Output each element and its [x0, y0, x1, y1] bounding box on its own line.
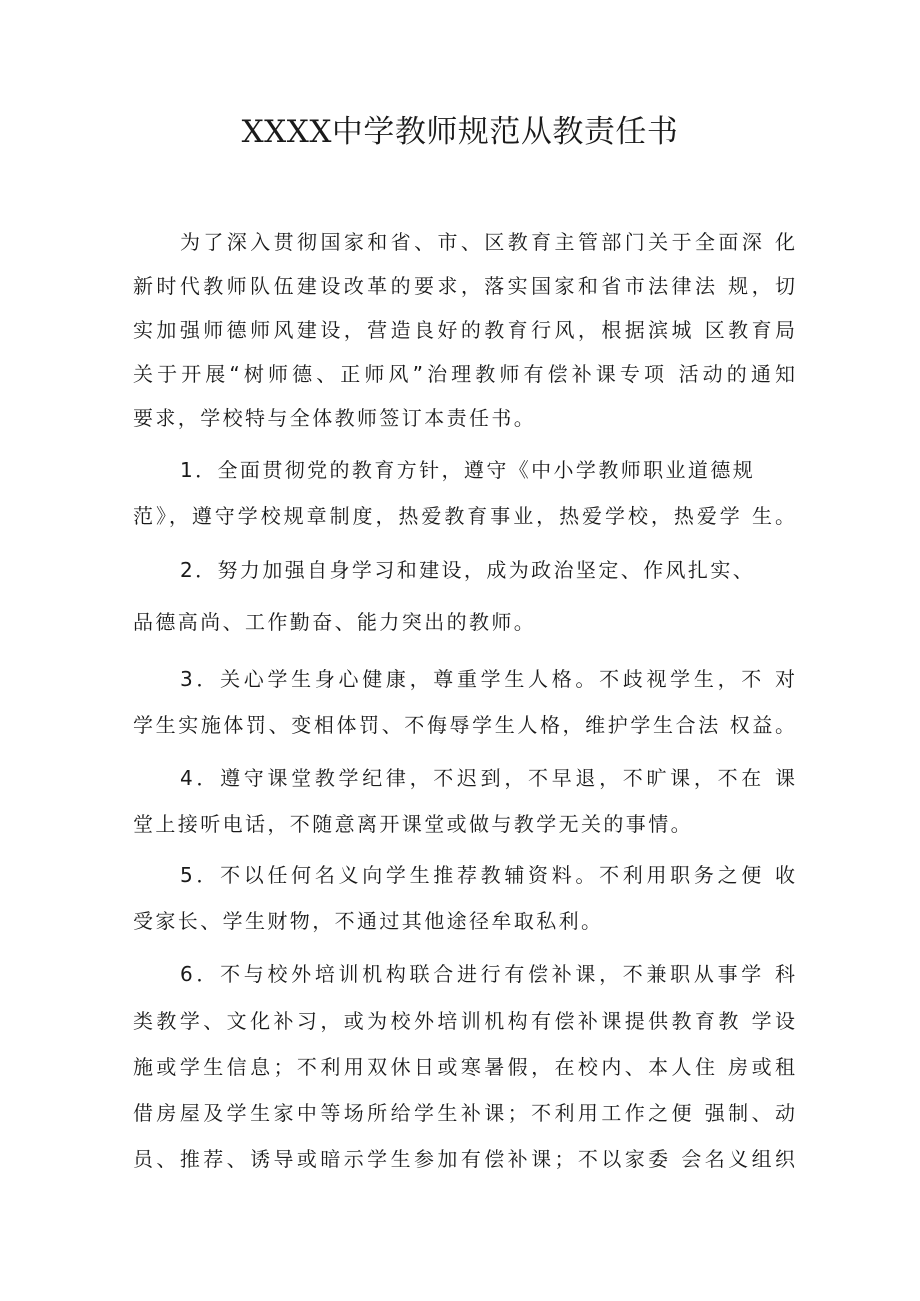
item-3-line-2: 学生实施体罚、变相体罚、不侮辱学生人格，维护学生合法 权益。 [133, 713, 795, 737]
item-6-line-1: 6．不与校外培训机构联合进行有偿补课，不兼职从事学 科 [180, 962, 795, 986]
item-3-line-1: 3．关心学生身心健康，尊重学生人格。不歧视学生，不 对 [180, 667, 795, 691]
item-5-line-1: 5．不以任何名义向学生推荐教辅资料。不利用职务之便 收 [180, 863, 795, 887]
intro-line-1: 为了深入贯彻国家和省、市、区教育主管部门关于全面深 化 [180, 230, 795, 254]
item-6-line-2: 类教学、文化补习，或为校外培训机构有偿补课提供教育教 学设 [133, 1009, 795, 1033]
intro-line-5: 要求，学校特与全体教师签订本责任书。 [133, 406, 537, 430]
item-6-line-5: 员、推荐、诱导或暗示学生参加有偿补课；不以家委 会名义组织 [133, 1147, 795, 1171]
item-5-line-2: 受家长、学生财物，不通过其他途径牟取私利。 [133, 909, 604, 933]
item-4-line-1: 4．遵守课堂教学纪律，不迟到，不早退，不旷课，不在 课 [180, 766, 795, 790]
intro-line-2: 新时代教师队伍建设改革的要求，落实国家和省市法律法 规，切 [133, 274, 795, 298]
intro-line-4: 关于开展“树师德、正师风”治理教师有偿补课专项 活动的通知 [133, 362, 795, 386]
item-1-line-2: 范》，遵守学校规章制度，热爱教育事业，热爱学校，热爱学 生。 [133, 504, 795, 528]
item-6-line-4: 借房屋及学生家中等场所给学生补课；不利用工作之便 强制、动 [133, 1101, 795, 1125]
item-1-line-1: 1．全面贯彻党的教育方针，遵守《中小学教师职业道德规 [180, 458, 756, 482]
document-title: XXXX中学教师规范从教责任书 [241, 114, 679, 150]
item-4-line-2: 堂上接听电话，不随意离开课堂或做与教学无关的事情。 [133, 812, 693, 836]
item-2-line-1: 2．努力加强自身学习和建设，成为政治坚定、作风扎实、 [180, 558, 756, 582]
item-2-line-2: 品德高尚、工作勤奋、能力突出的教师。 [133, 610, 537, 634]
item-6-line-3: 施或学生信息；不利用双休日或寒暑假，在校内、本人住 房或租 [133, 1055, 795, 1079]
intro-line-3: 实加强师德师风建设，营造良好的教育行风，根据滨城 区教育局 [133, 318, 795, 342]
